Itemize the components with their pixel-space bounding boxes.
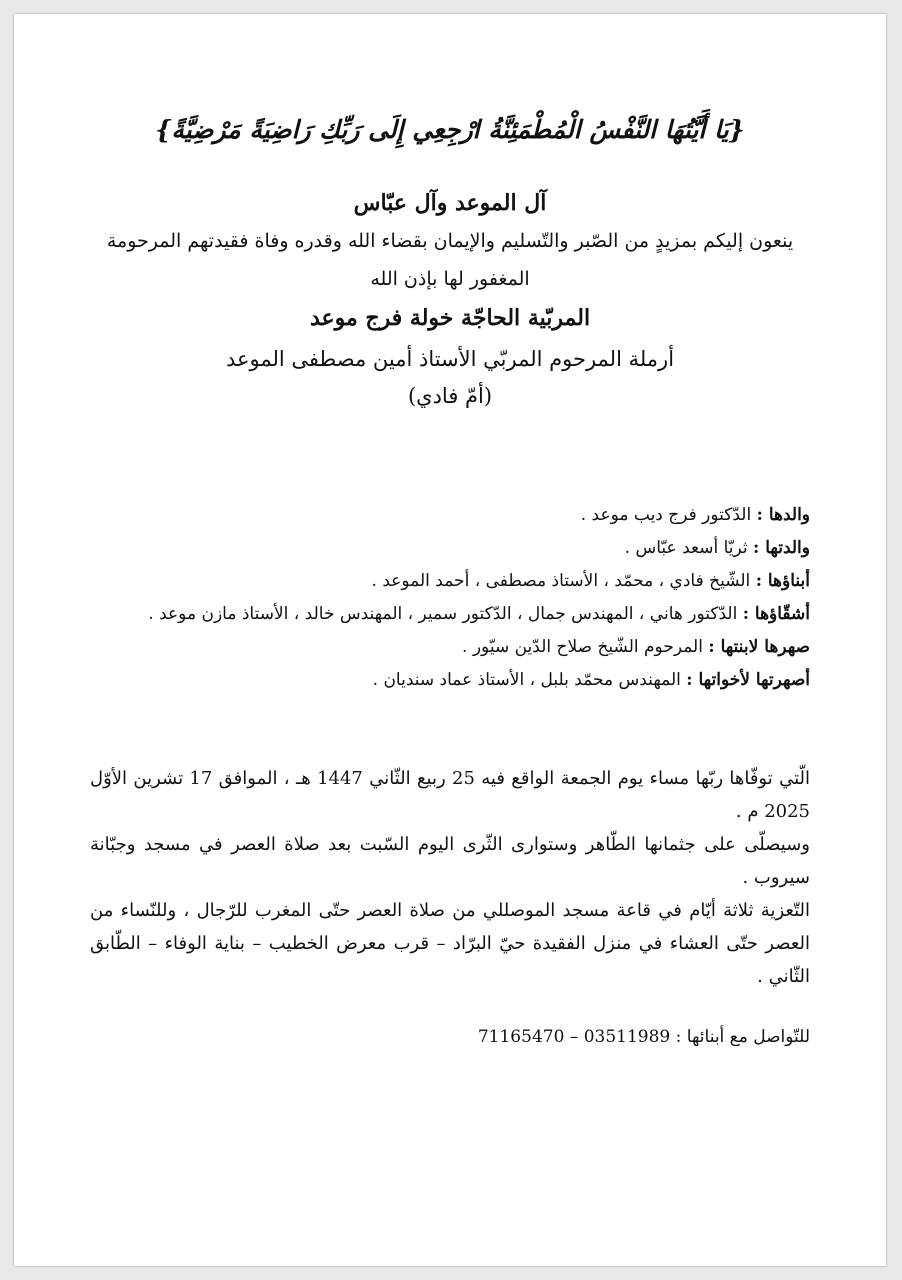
relative-names: المهندس محمّد بلبل ، الأستاذ عماد سنديان . xyxy=(372,670,681,690)
widow-of-line: أرملة المرحوم المربّي الأستاذ أمين مصطفى الموعد xyxy=(225,347,675,371)
relative-names: الدّكتور فرج ديب موعد . xyxy=(580,505,752,525)
relative-names: المرحوم الشّيخ صلاح الدّين سيّور . xyxy=(462,637,703,657)
funeral-prayer-paragraph: وسيصلّى على جثمانها الطّاهر وستوارى الثّرى اليوم السّبت بعد صلاة العصر في مسجد وجبّانة سيروب . xyxy=(90,834,810,888)
contact-line: للتّواصل مع أبنائها : 03511989 – 71165470 xyxy=(477,1027,810,1047)
relative-row-father xyxy=(84,499,810,532)
header-block xyxy=(84,184,816,414)
relative-row-brothers xyxy=(84,598,810,631)
relative-names: الشّيخ فادي ، محمّد ، الأستاذ مصطفى ، أحمد الموعد . xyxy=(371,571,751,591)
condolences-paragraph: التّعزية ثلاثة أيّام في قاعة مسجد الموصللي من صلاة العصر حتّى المغرب للرّجال ، وللنّساء من العصر حتّى العشاء في منزل الفقيدة حيّ البرّاد – قرب معرض الخطيب – بناية الوفاء – الطّابق الثّاني . xyxy=(90,900,810,987)
relative-row-sons xyxy=(84,565,810,598)
relative-label: صهرها لابنتها : xyxy=(708,637,810,657)
obituary-page xyxy=(14,14,886,1266)
relative-row-mother xyxy=(84,532,810,565)
relative-label: أشقّاؤها : xyxy=(742,604,810,624)
quran-verse: {يَا أَيَّتُهَا النَّفْسُ الْمُطْمَئِنَّةُ ارْجِعِي إِلَى رَبِّكِ رَاضِيَةً مَرْضِيَّةً} xyxy=(155,115,745,144)
page-content xyxy=(14,14,886,1266)
relative-label: والدتها : xyxy=(753,538,810,558)
relative-row-son-in-law xyxy=(84,631,810,664)
relative-row-brothers-in-law xyxy=(84,664,810,697)
nickname: (أمّ فادي) xyxy=(407,384,493,408)
relative-names: الدّكتور هاني ، المهندس جمال ، الدّكتور سمير ، المهندس خالد ، الأستاذ مازن موعد . xyxy=(148,604,738,624)
death-date-paragraph: الّتي توفّاها ربّها مساء يوم الجمعة الواقع فيه 25 ربيع الثّاني 1447 هـ ، الموافق 17 تشرين الأوّل 2025 م . xyxy=(90,768,810,822)
relative-label: أصهرتها لأخواتها : xyxy=(686,670,810,690)
relative-label: أبناؤها : xyxy=(755,571,810,591)
relative-label: والدها : xyxy=(756,505,810,525)
funeral-details xyxy=(90,762,810,993)
announcement-text: ينعون إليكم بمزيدٍ من الصّبر والتّسليم والإيمان بقضاء الله وقدره وفاة فقيدتهم المرحومة المغفور لها بإذن الله xyxy=(106,230,794,290)
relatives-list xyxy=(84,499,810,697)
relative-names: ثريّا أسعد عبّاس . xyxy=(624,538,748,558)
deceased-name: المربّية الحاجّة خولة فرج موعد xyxy=(309,305,591,331)
families-title: آل الموعد وآل عبّاس xyxy=(353,190,547,216)
